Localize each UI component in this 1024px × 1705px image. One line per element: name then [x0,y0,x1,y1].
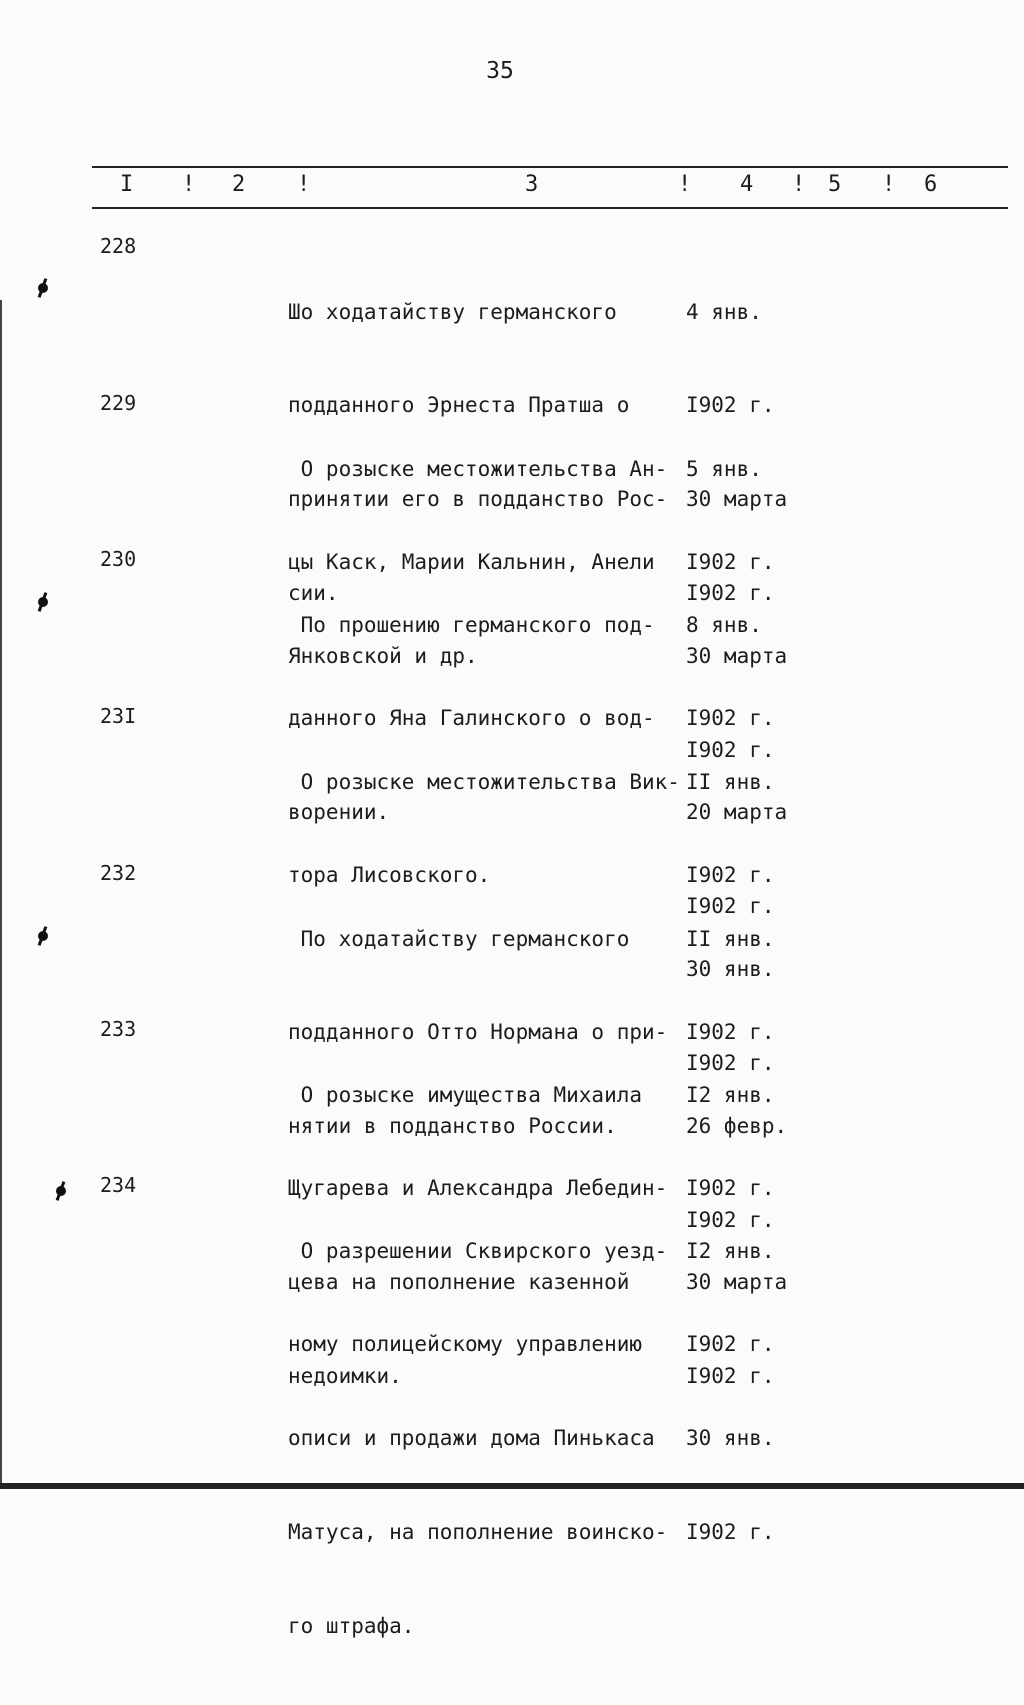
date-line: I902 г. [686,550,775,575]
description-line: цева на пополнение казенной [288,1270,630,1295]
date-line: I902 г. [686,1364,775,1389]
entry-number: 234 [100,1173,137,1197]
date-line: II янв. [686,926,775,951]
date-line: 20 марта [686,800,788,825]
header-sep-5: ! [882,172,896,197]
header-col-1: I [120,172,134,197]
description-line: принятии его в подданство Рос- [288,487,668,512]
description-line: тора Лисовского. [288,863,491,888]
description-line: Щугарева и Александра Лебедин- [288,1176,668,1201]
date-line: I902 г. [686,894,775,919]
page-left-edge [0,300,2,1489]
date-line: 8 янв. [686,612,762,637]
date-line: 30 марта [686,644,788,669]
date-line: 30 марта [686,487,788,512]
binder-hole-mark [38,597,48,607]
description-line: подданного Эрнеста Пратша о [288,393,630,418]
description-line: данного Яна Галинского о вод- [288,706,655,731]
date-line: I902 г. [686,863,775,888]
page-bottom-edge [0,1483,1024,1489]
table-header [92,172,1008,202]
header-sep-2: ! [297,172,311,197]
header-sep-3: ! [678,172,692,197]
table-header-bottom-rule [92,207,1008,209]
description-line: ному полицейскому управлению [288,1332,643,1357]
entry-number: 232 [100,861,137,885]
entry-number: 228 [100,234,137,258]
header-sep-1: ! [182,172,196,197]
date-line: I902 г. [686,1332,775,1357]
date-line: I902 г. [686,393,775,418]
binder-hole-mark [56,1186,66,1196]
header-col-4: 4 [740,172,754,197]
binder-hole-mark [38,931,48,941]
description-line: недоимки. [288,1364,402,1389]
date-line: I902 г. [686,1020,775,1045]
date-line: 4 янв. [686,299,762,324]
description-line: О разрешении Сквирского уезд- [288,1238,668,1263]
date-line: I902 г. [686,1208,775,1233]
description-line: По прошению германского под- [288,612,655,637]
date-line: I2 янв. [686,1238,775,1263]
description-line: нятии в подданство России. [288,1114,617,1139]
header-col-6: 6 [924,172,938,197]
entry-number: 229 [100,391,137,415]
entry-number: 230 [100,547,137,571]
page-number: 35 [486,58,514,84]
date-line: I902 г. [686,706,775,731]
header-sep-4: ! [792,172,806,197]
date-line: 5 янв. [686,456,762,481]
header-col-3: 3 [525,172,539,197]
date-line: II янв. [686,769,775,794]
date-line: I902 г. [686,1520,775,1545]
description-line: подданного Отто Нормана о при- [288,1020,668,1045]
table-top-rule [92,166,1008,168]
description-line: О розыске местожительства Вик- [288,769,680,794]
header-col-5: 5 [828,172,842,197]
date-line: I902 г. [686,738,775,763]
description-line: го штрафа. [288,1614,415,1639]
entry-number: 23I [100,704,137,728]
description-line: Янковской и др. [288,644,478,669]
date-line: 30 янв. [686,1426,775,1451]
description-line: ворении. [288,800,390,825]
date-line: I902 г. [686,1176,775,1201]
description-line: цы Каск, Марии Кальнин, Анели [288,550,655,575]
date-line: 30 марта [686,1270,788,1295]
date-line: 30 янв. [686,957,775,982]
description-line: О розыске местожительства Ан- [288,456,668,481]
entry-description [288,1173,688,1705]
description-line: Матуса, на пополнение воинско- [288,1520,668,1545]
description-line: По ходатайству германского [288,926,630,951]
date-line: I902 г. [686,581,775,606]
date-line: I902 г. [686,1051,775,1076]
description-line: описи и продажи дома Пинькаса [288,1426,655,1451]
description-line: О розыске имущества Михаила [288,1082,643,1107]
description-line: Шо ходатайству германского [288,299,617,324]
description-line: сии. [288,581,339,606]
entry-number: 233 [100,1017,137,1041]
header-col-2: 2 [232,172,246,197]
date-line: 26 февр. [686,1114,788,1139]
entry-dates [686,1173,836,1611]
date-line: I2 янв. [686,1082,775,1107]
binder-hole-mark [38,283,48,293]
